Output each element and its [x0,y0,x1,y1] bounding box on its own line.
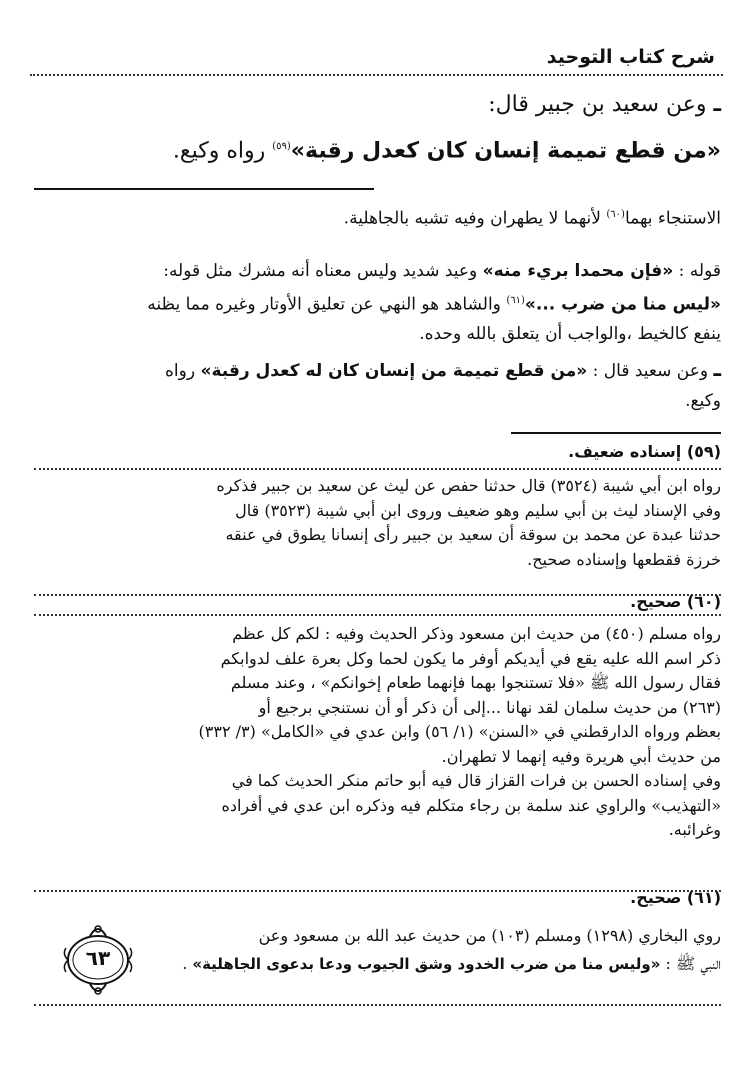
top-quote [34,86,721,170]
top-quote-line-2: «من قطع تميمة إنسان كان كعدل رقبة»$^{(٥٩)}$ رواه وكيع. [172,138,721,164]
commentary-separator [34,188,374,190]
page-number: ٦٣ [85,946,111,970]
footnote-59-head: (٥٩) إسناده ضعيف. [568,442,721,461]
commentary [34,200,721,416]
narration-marker-icon: ـ [713,92,721,117]
commentary-line-2: قوله : «فإن محمدا بريء منه» وعيد شديد وليس معناه أنه مشرك مثل قوله: [163,260,721,281]
commentary-line-1: الاستنجاء بهما$^{(٦٠)}$ لأنهما لا يطهران وفيه تشبه بالجاهلية. [343,208,721,229]
hadith-quote: «من قطع تميمة إنسان كان كعدل رقبة» [290,138,721,164]
footnote-60-body: رواه مسلم (٤٥٠) من حديث ابن مسعود وذكر الحديث وفيه : لكم كل عظم ذكر اسم الله عليه يقع في أيديكم أوفر ما يكون لحما وكل بعرة علف لدوابكم فقال رسول الله ﷺ «فلا تستنجوا بهما فإنهما طعام إخوانكم» ، وعند مسلم (٢٦٣) من حديث سلمان لقد نهانا ...إلى أن ذكر أو أن نستنجي برجيع أو بعظم ورواه الدارقطني في «السنن» (١/ ٥٦) وابن عدي في «الكامل» (٣/ ٣٣٢) من حديث أبي هريرة وفيه إنهما لا تطهران. وفي إسناده الحسن بن فرات القزاز قال فيه أبو حاتم منكر الحديث كما في «التهذيب» والراوي عند سلمة بن رجاء متكلم فيه وذكره ابن عدي في أفراده وغرائبه. [34,614,721,892]
commentary-line-5: ـ وعن سعيد قال : «من قطع تميمة من إنسان كان له كعدل رقبة» رواه [165,357,721,383]
footnote-59-body: رواه ابن أبي شيبة (٣٥٢٤) قال حدثنا حفص عن ليث عن سعيد بن جبير فذكره وفي الإسناد ليث بن أبي سليم وهو ضعيف وروى ابن أبي شيبة (٣٥٢٣) قال حدثنا عبدة عن محمد بن سوقة أن سعيد بن جبير رأى إنسانا يطوق في عنقه خرزة فقطعها وإسناده صحيح. [34,468,721,596]
narration-marker-icon: ـ [713,357,721,383]
commentary-line-3: «ليس منا من ضرب ...»$^{(٦١)}$ والشاهد هو النهي عن تعليق الأوتار وغيره مما يظنه [147,294,721,315]
header-rule [30,74,723,76]
commentary-line-6: وكيع. [685,391,721,412]
top-quote-line-1: ـ وعن سعيد بن جبير قال: [488,92,721,117]
footnote-61-body: روي البخاري (١٢٩٨) ومسلم (١٠٣) من حديث عبد الله بن مسعود وعن النبي ﷺ : «وليس منا من ضرب الخدود وشق الجيوب ودعا بدعوى الجاهلية» . [182,926,721,973]
footnotes-separator [511,432,721,434]
page-number-ornament [60,922,136,998]
footnote-60-head: (٦٠) صحيح. [630,592,721,611]
footnote-ref: (٥٩) [272,141,291,152]
running-header [30,44,723,76]
footnote-ref: (٦١) [506,294,525,306]
footnote-ref: (٦٠) [606,209,625,220]
running-title: شرح كتاب التوحيد [546,46,715,68]
footer-rule [34,1004,721,1006]
footnote-61-head: (٦١) صحيح. [630,888,721,907]
commentary-line-4: ينفع كالخيط ،والواجب أن يتعلق بالله وحده. [419,324,721,345]
